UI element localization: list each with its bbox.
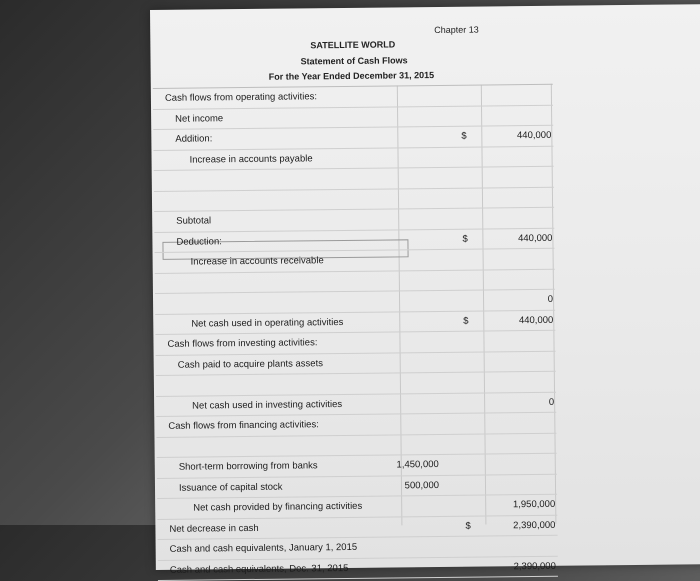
row-label: Subtotal — [176, 215, 212, 227]
amount-cell-total[interactable] — [461, 89, 551, 90]
amount-cell-inner[interactable] — [346, 193, 436, 194]
amount-cell-inner[interactable] — [347, 254, 437, 255]
amount-cell-inner[interactable] — [348, 398, 438, 399]
row-label: Cash flows from investing activities: — [167, 337, 318, 350]
row-label: Net cash used in operating activities — [191, 316, 344, 330]
amount-cell-total[interactable] — [465, 478, 555, 479]
statement-header — [150, 4, 700, 85]
statement-period: For the Year Ended December 31, 2015 — [268, 70, 435, 82]
worksheet-paper — [150, 4, 700, 576]
row-label: Net cash provided by financing activities — [193, 500, 363, 514]
amount-cell-inner[interactable] — [348, 377, 438, 378]
amount-cell-total[interactable]: 2,390,000 — [513, 519, 556, 531]
amount-cell-inner[interactable] — [350, 561, 440, 562]
amount-cell-total[interactable] — [461, 150, 551, 151]
row-label: Increase in accounts receivable — [190, 255, 324, 268]
amount-cell-total[interactable]: 0 — [548, 396, 555, 408]
dollar-sign: $ — [463, 315, 469, 327]
amount-cell-inner[interactable] — [347, 336, 437, 337]
amount-cell-total[interactable]: 440,000 — [516, 129, 552, 142]
amount-cell-total[interactable] — [461, 109, 551, 110]
amount-cell-total[interactable] — [464, 417, 554, 418]
table-row — [158, 556, 558, 581]
amount-cell-inner[interactable] — [346, 234, 436, 235]
amount-cell-inner[interactable] — [349, 500, 439, 501]
amount-cell-inner[interactable] — [349, 439, 439, 440]
row-label: Addition: — [175, 133, 213, 145]
amount-cell-total[interactable] — [462, 171, 552, 172]
cash-flow-table — [153, 84, 558, 581]
amount-cell-inner[interactable] — [348, 418, 438, 419]
amount-cell-inner[interactable] — [349, 520, 439, 521]
amount-cell-inner[interactable] — [347, 275, 437, 276]
amount-cell-inner[interactable] — [345, 90, 435, 91]
amount-cell-inner[interactable] — [345, 131, 435, 132]
amount-cell-inner[interactable] — [347, 295, 437, 296]
amount-cell-total[interactable]: 440,000 — [518, 314, 554, 326]
amount-cell-inner[interactable] — [347, 316, 437, 317]
amount-cell-total[interactable]: 440,000 — [518, 232, 553, 244]
amount-cell-inner[interactable]: 500,000 — [404, 479, 440, 491]
row-label: Net cash used in investing activities — [192, 398, 343, 412]
company-name: SATELLITE WORLD — [310, 39, 396, 51]
row-label: Deduction: — [176, 235, 222, 248]
amount-cell-inner[interactable] — [345, 111, 435, 112]
row-label: Cash flows from operating activities: — [164, 91, 318, 104]
dollar-sign: $ — [465, 520, 471, 532]
amount-cell-inner[interactable] — [346, 213, 436, 214]
amount-cell-inner[interactable]: 1,450,000 — [396, 459, 439, 471]
amount-cell-inner[interactable] — [346, 172, 436, 173]
row-label: Cash paid to acquire plants assets — [177, 357, 324, 371]
amount-cell-total[interactable] — [462, 212, 552, 213]
amount-cell-total[interactable] — [463, 335, 553, 336]
amount-cell-total[interactable] — [466, 540, 556, 541]
amount-cell-total[interactable] — [465, 437, 555, 438]
amount-cell-total[interactable] — [464, 355, 554, 356]
row-label: Net income — [175, 112, 224, 125]
dollar-sign: $ — [462, 233, 468, 245]
amount-cell-total[interactable] — [464, 376, 554, 377]
chapter-label: Chapter 13 — [434, 24, 479, 36]
amount-cell-inner[interactable] — [348, 357, 438, 358]
dollar-sign: $ — [461, 130, 467, 142]
amount-cell-total[interactable] — [462, 191, 552, 192]
row-label: Increase in accounts payable — [189, 152, 313, 166]
row-label: Net decrease in cash — [169, 522, 259, 535]
row-label: Cash flows from financing activities: — [168, 419, 319, 432]
amount-cell-total[interactable]: 2,390,000 — [513, 560, 556, 572]
amount-cell-total[interactable] — [465, 458, 555, 459]
row-label: Cash and cash equivalents, Dec. 31, 2015 — [169, 562, 349, 576]
amount-cell-total[interactable]: 0 — [547, 293, 554, 305]
amount-cell-total[interactable]: 1,950,000 — [512, 498, 556, 511]
amount-cell-total[interactable] — [463, 273, 553, 274]
amount-cell-total[interactable] — [463, 253, 553, 254]
row-label: Cash and cash equivalents, January 1, 2015 — [169, 541, 358, 555]
statement-title: Statement of Cash Flows — [300, 55, 408, 67]
row-label: Short-term borrowing from banks — [178, 460, 318, 473]
row-label: Issuance of capital stock — [178, 481, 283, 494]
amount-cell-inner[interactable] — [350, 541, 440, 542]
amount-cell-inner[interactable] — [346, 152, 436, 153]
